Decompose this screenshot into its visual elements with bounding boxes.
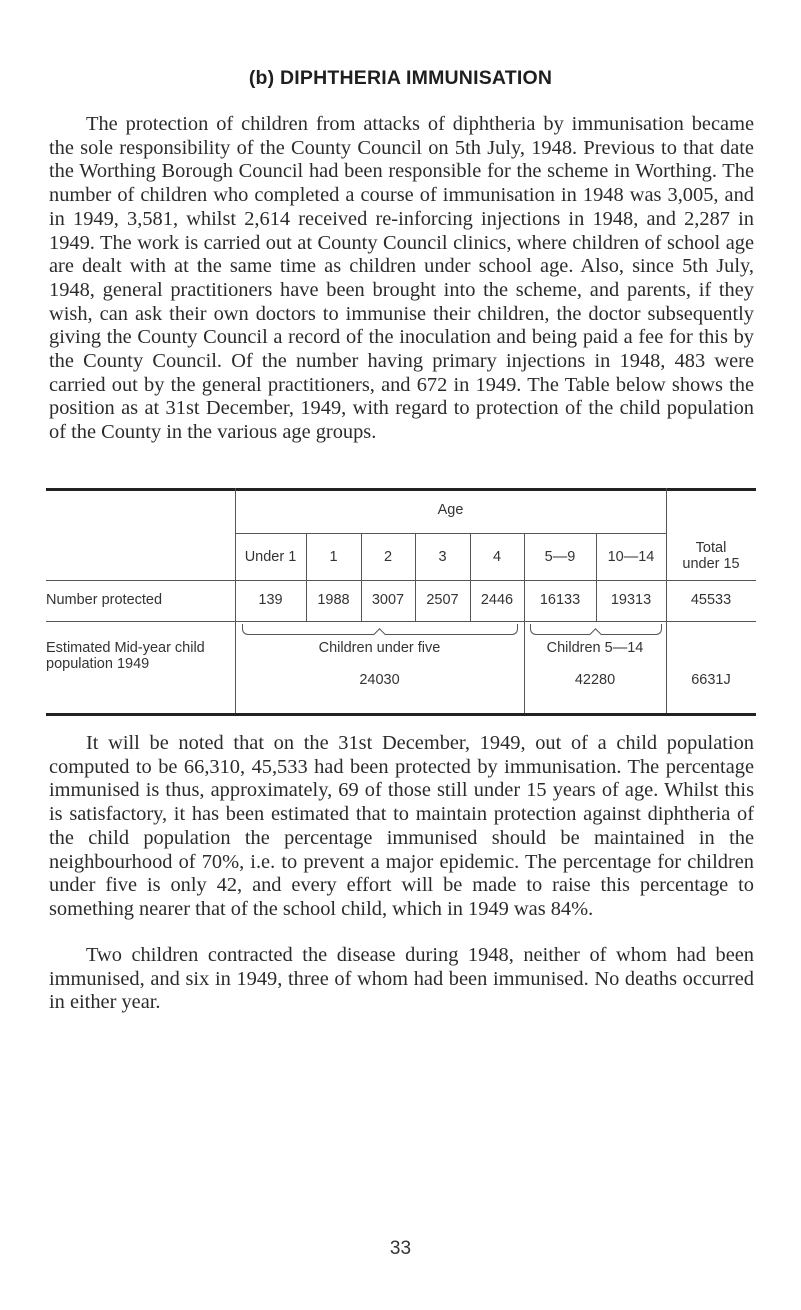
header-rule	[46, 580, 756, 581]
group-under-five-label: Children under five	[318, 640, 441, 656]
col-header-2: 2	[383, 549, 393, 565]
section-heading: (b) DIPHTHERIA IMMUNISATION	[248, 67, 553, 89]
protected-5-9: 16133	[539, 592, 581, 608]
col-header-10-14: 10—14	[607, 549, 655, 565]
table-top-rule	[46, 488, 756, 491]
col-header-4: 4	[492, 549, 502, 565]
col-header-under-1: Under 1	[244, 549, 297, 565]
paragraph-analysis: It will be noted that on the 31st December, 1949, out of a child population computed to be 66,310, 45,533 had been protected by immunisation. The percentage immunised is thus, approximately, 69 of those still under 15 years of age. Whilst this is satisfactory, it has been estimated that to maintain protection against diphtheria of the child population the percentage immunised should be maintained in the neighbourhood of 70%, i.e. to prevent a major epidemic. The percentage for children under five is only 42, and every effort will be made to raise this percentage to something nearer that of the school child, which in 1949 was 84%.	[49, 732, 754, 920]
table-bottom-rule	[46, 713, 756, 716]
age-header: Age	[437, 502, 464, 518]
protected-4: 2446	[480, 592, 514, 608]
row-label-protected: Number protected	[46, 592, 163, 608]
page-number: 33	[389, 1238, 412, 1259]
col-header-total	[666, 540, 756, 572]
col-header-5-9: 5—9	[544, 549, 576, 565]
row-label-population: Estimated Mid-year child population 1949	[46, 640, 205, 672]
row-rule	[46, 621, 756, 622]
col-header-3: 3	[438, 549, 447, 565]
paragraph-intro: The protection of children from attacks of diphtheria by immunisation became the sole responsibility of the County Council on 5th July, 1948. Previous to that date the Worthing Borough Council had been responsible for the scheme in Worthing. The number of children who completed a course of immunisation in 1948 was 3,005, and in 1949, 3,581, whilst 2,614 received re-inforcing injections in 1948, and 2,287 in 1949. The work is carried out at County Council clinics, where children of school age are dealt with at the same time as children under school age. Also, since 5th July, 1948, general practitioners have been brought into the scheme, and parents, if they wish, can ask their own doctors to immunise their children, the doctor subsequently giving the County Council a record of the inoculation and being paid a fee for this by the County Council. Of the number having primary injections in 1948, 483 were carried out by the general practitioners, and 672 in 1949. The Table below shows the position as at 31st December, 1949, with regard to protection of the child population of the County in the various age groups.	[49, 113, 754, 444]
population-total: 6631Ј	[691, 672, 731, 688]
protected-10-14: 19313	[610, 592, 652, 608]
protected-total: 45533	[690, 592, 732, 608]
total-header-line1: Total	[695, 540, 727, 556]
immunisation-table	[46, 488, 756, 718]
age-rule	[235, 533, 666, 534]
protected-2: 3007	[371, 592, 405, 608]
group-under-five-value: 24030	[359, 672, 400, 688]
protected-1: 1988	[317, 592, 350, 608]
col-header-1: 1	[329, 549, 338, 565]
group-school-label: Children 5—14	[546, 640, 644, 656]
protected-3: 2507	[426, 592, 459, 608]
group-school-value: 42280	[574, 672, 616, 688]
paragraph-cases: Two children contracted the disease during 1948, neither of whom had been immunised, and six in 1949, three of whom had been immunised. No deaths occurred in either year.	[49, 944, 754, 1014]
protected-under-1: 139	[258, 592, 283, 608]
total-header-line2: under 15	[682, 556, 740, 572]
